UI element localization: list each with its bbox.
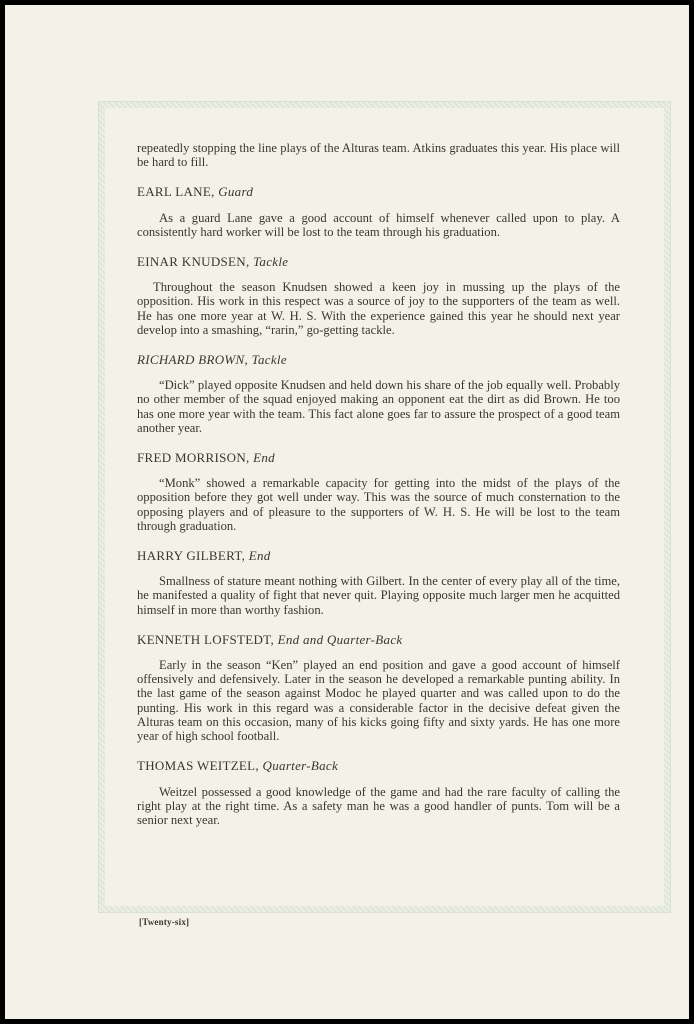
player-name: EINAR KNUDSEN, [137, 254, 250, 270]
player-name: RICHARD BROWN, [137, 352, 249, 368]
player-position: Guard [218, 184, 254, 200]
page-number: [Twenty-six] [139, 917, 190, 927]
intro-paragraph: repeatedly stopping the line plays of the Alturas team. Atkins graduates this year. His place will be hard to fill. [137, 141, 620, 170]
document-page [5, 5, 689, 1019]
player-position: Tackle [251, 352, 287, 368]
player-position: End and Quarter-Back [277, 631, 403, 647]
player-description: “Monk” showed a remarkable capacity for getting into the midst of the plays of the opposition before they got well under way. This was the source of much consternation to the opposing players and of pleasure to the supporters of W. H. S. He will be lost to the team through graduation. [137, 476, 620, 533]
player-name: FRED MORRISON, [137, 450, 250, 466]
player-name: EARL LANE, [137, 184, 215, 200]
player-heading-knudsen [137, 255, 620, 269]
player-heading-weitzel [137, 759, 620, 773]
player-heading-brown [137, 353, 620, 367]
player-position: End [253, 450, 275, 466]
player-name: HARRY GILBERT, [137, 548, 246, 564]
player-name: THOMAS WEITZEL, [137, 758, 259, 774]
player-position: End [248, 548, 271, 564]
player-description: Weitzel possessed a good knowledge of the game and had the rare faculty of calling the right play at the right time. As a safety man he was a good handler of punts. Tom will be a senior next year. [137, 784, 620, 827]
page-content [137, 141, 620, 827]
player-description: Smallness of stature meant nothing with Gilbert. In the center of every play all of the time, he manifested a quality of fight that never quit. Playing opposite much larger men he acquitted himself in more than worthy fashion. [137, 574, 620, 617]
player-position: Quarter-Back [262, 758, 339, 774]
player-name: KENNETH LOFSTEDT, [137, 631, 275, 647]
player-description: Throughout the season Knudsen showed a keen joy in mussing up the plays of the opposition. His work in this respect was a source of joy to the supporters of the team as well. He has one more year at W. H. S. With the experience gained this year he should next year develop into a smashing, “rarin,” go-getting tackle. [137, 280, 620, 337]
player-description: “Dick” played opposite Knudsen and held down his share of the job equally well. Probably no other member of the squad enjoyed making an opponent eat the dirt as did Brown. He too has one more year with the team. This fact alone goes far to assure the prospect of a good team another year. [137, 378, 620, 435]
player-position: Tackle [253, 254, 289, 270]
player-description: As a guard Lane gave a good account of himself whenever called upon to play. A consistently hard worker will be lost to the team through his graduation. [137, 210, 620, 239]
player-description: Early in the season “Ken” played an end position and gave a good account of himself offensively and defensively. Later in the season he developed a remarkable punting ability. In the last game of the season against Modoc he played quarter and was called upon to do the punting. His work in this regard was a considerable factor in the decisive defeat given the Alturas team on this occasion, many of his kicks going fifty and sixty yards. He has one more year of high school football. [137, 658, 620, 744]
player-heading-morrison [137, 451, 620, 465]
player-heading-lofstedt [137, 633, 620, 647]
player-heading-lane [137, 185, 620, 199]
player-heading-gilbert [137, 549, 620, 563]
